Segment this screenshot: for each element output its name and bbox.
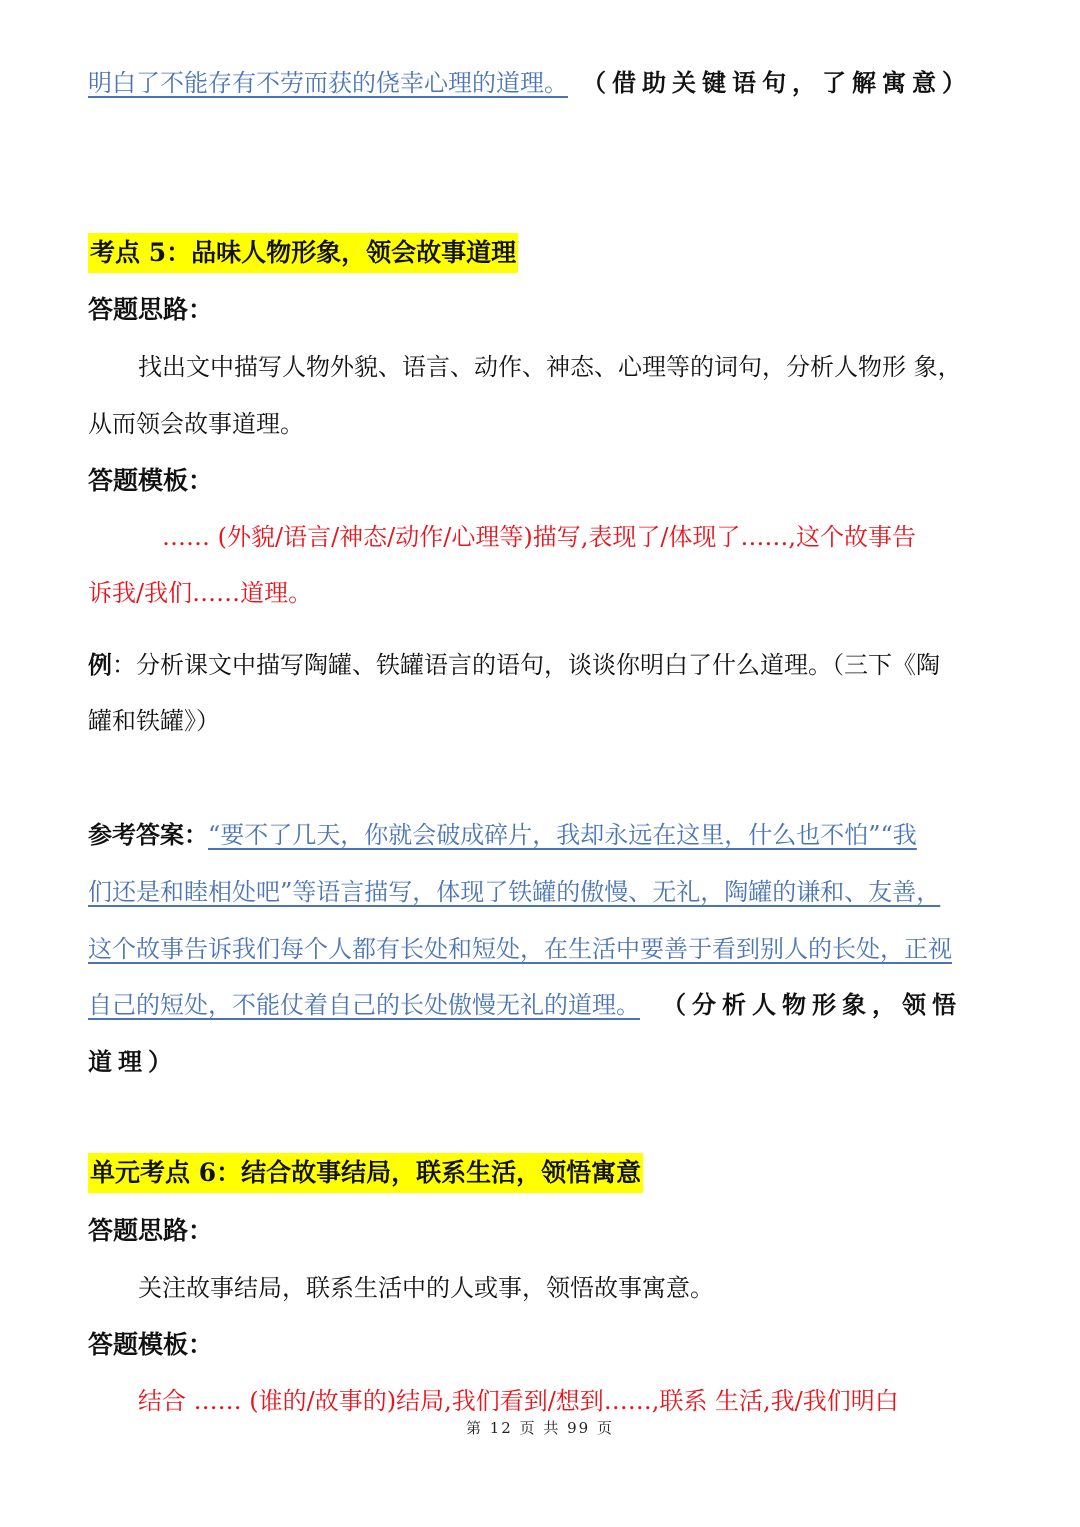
answer-text-1: “要不了几天，你就会破成碎片，我却永远在这里，什么也不怕”“我 <box>208 821 917 849</box>
section5-thinking-line1: 找出文中描写人物外貌、语言、动作、神态、心理等的词句，分析人物形 象， <box>138 353 962 381</box>
example-label: 例 <box>88 650 112 679</box>
section6-template-label: 答题模板： <box>88 1330 214 1359</box>
section5-template-line1: …… (外貌/语言/神态/动作/心理等)描写,表现了/体现了……,这个故事告 <box>162 523 917 551</box>
answer-label: 参考答案： <box>88 820 208 849</box>
section5-answer-line3: 这个故事告诉我们每个人都有长处和短处，在生活中要善于看到别人的长处，正视 <box>88 935 952 963</box>
section5-heading: 考点 5：品味人物形象，领会故事道理 <box>88 233 518 273</box>
example-question: ：分析课文中描写陶罐、铁罐语言的语句，谈谈你明白了什么道理。（三下《陶 <box>112 651 940 679</box>
section5-template-label: 答题模板： <box>88 466 214 495</box>
section5-answer-line2: 们还是和睦相处吧”等语言描写，体现了铁罐的傲慢、无礼，陶罐的谦和、友善， <box>88 878 941 906</box>
section6-template-line1: 结合 …… (谁的/故事的)结局,我们看到/想到……,联系 生活,我/我们明白 <box>138 1387 899 1415</box>
section5-thinking-line2: 从而领会故事道理。 <box>88 410 304 438</box>
section5-answer-line1 <box>88 818 1002 852</box>
section5-template-line2: 诉我/我们……道理。 <box>88 579 313 607</box>
top-answer-text: 明白了不能存有不劳而获的侥幸心理的道理。 <box>88 69 568 97</box>
section6-heading: 单元考点 6：结合故事结局，联系生活，领悟寓意 <box>88 1153 643 1193</box>
section5-example-line2: 罐和铁罐》） <box>88 707 220 735</box>
section6-thinking-line1: 关注故事结局，联系生活中的人或事，领悟故事寓意。 <box>138 1274 714 1302</box>
section6-thinking-label: 答题思路： <box>88 1216 214 1245</box>
top-line <box>88 66 1002 100</box>
section5-answer-line4 <box>88 988 1002 1022</box>
section5-thinking-label: 答题思路： <box>88 295 214 324</box>
page-number-footer: 第 12 页 共 99 页 <box>465 1419 614 1437</box>
answer-text-4: 自己的短处，不能仗着自己的长处傲慢无礼的道理。 <box>88 991 640 1019</box>
answer-note-1: （分析人物形象，领悟 <box>662 991 962 1019</box>
section5-answer-note2: 道理） <box>88 1048 178 1076</box>
top-note: （借助关键语句，了解寓意） <box>582 69 972 97</box>
section5-example-line1 <box>88 648 1002 682</box>
